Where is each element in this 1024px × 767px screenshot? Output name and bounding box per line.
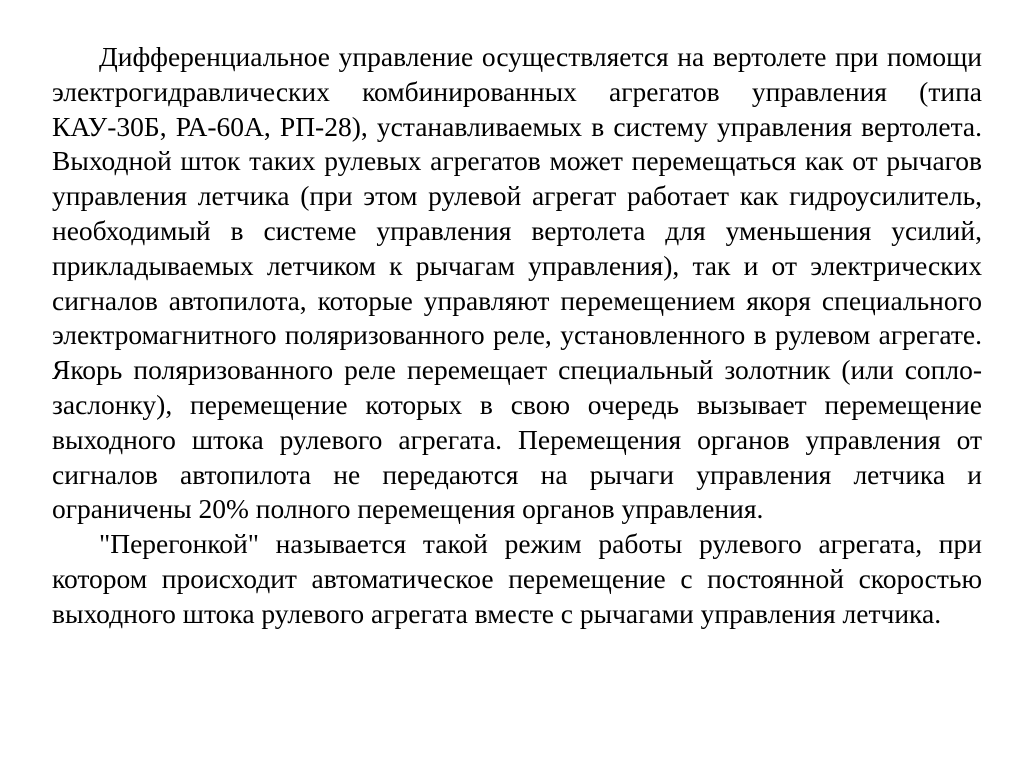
paragraph-peregonka-mode: "Перегонкой" называется такой режим работы рулевого агрегата, при котором происходит автоматическое перемещение с постоянной скоростью выходного штока рулевого агрегата вместе с рычагами управления летчика. <box>52 528 982 629</box>
body-text <box>52 40 982 632</box>
paragraph-differential-control: Дифференциальное управление осуществляется на вертолете при помощи электрогидравлических комбинированных агрегатов управления (типа КАУ-30Б, РА-60А, РП-28), устанавливаемых в систему управления вертолета. Выходной шток таких рулевых агрегатов может перемещаться как от рычагов управления летчика (при этом рулевой агрегат работает как гидроусилитель, необходимый в системе управления вертолета для уменьшения усилий, прикладываемых летчиком к рычагам управления), так и от электрических сигналов автопилота, которые управляют перемещением якоря специального электромагнитного поляризованного реле, установленного в рулевом агрегате. Якорь поляризованного реле перемещает специальный золотник (или сопло-заслонку), перемещение которых в свою очередь вызывает перемещение выходного штока рулевого агрегата. Перемещения органов управления от сигналов автопилота не передаются на рычаги управления летчика и ограничены 20% полного перемещения органов управления. <box>52 41 982 525</box>
